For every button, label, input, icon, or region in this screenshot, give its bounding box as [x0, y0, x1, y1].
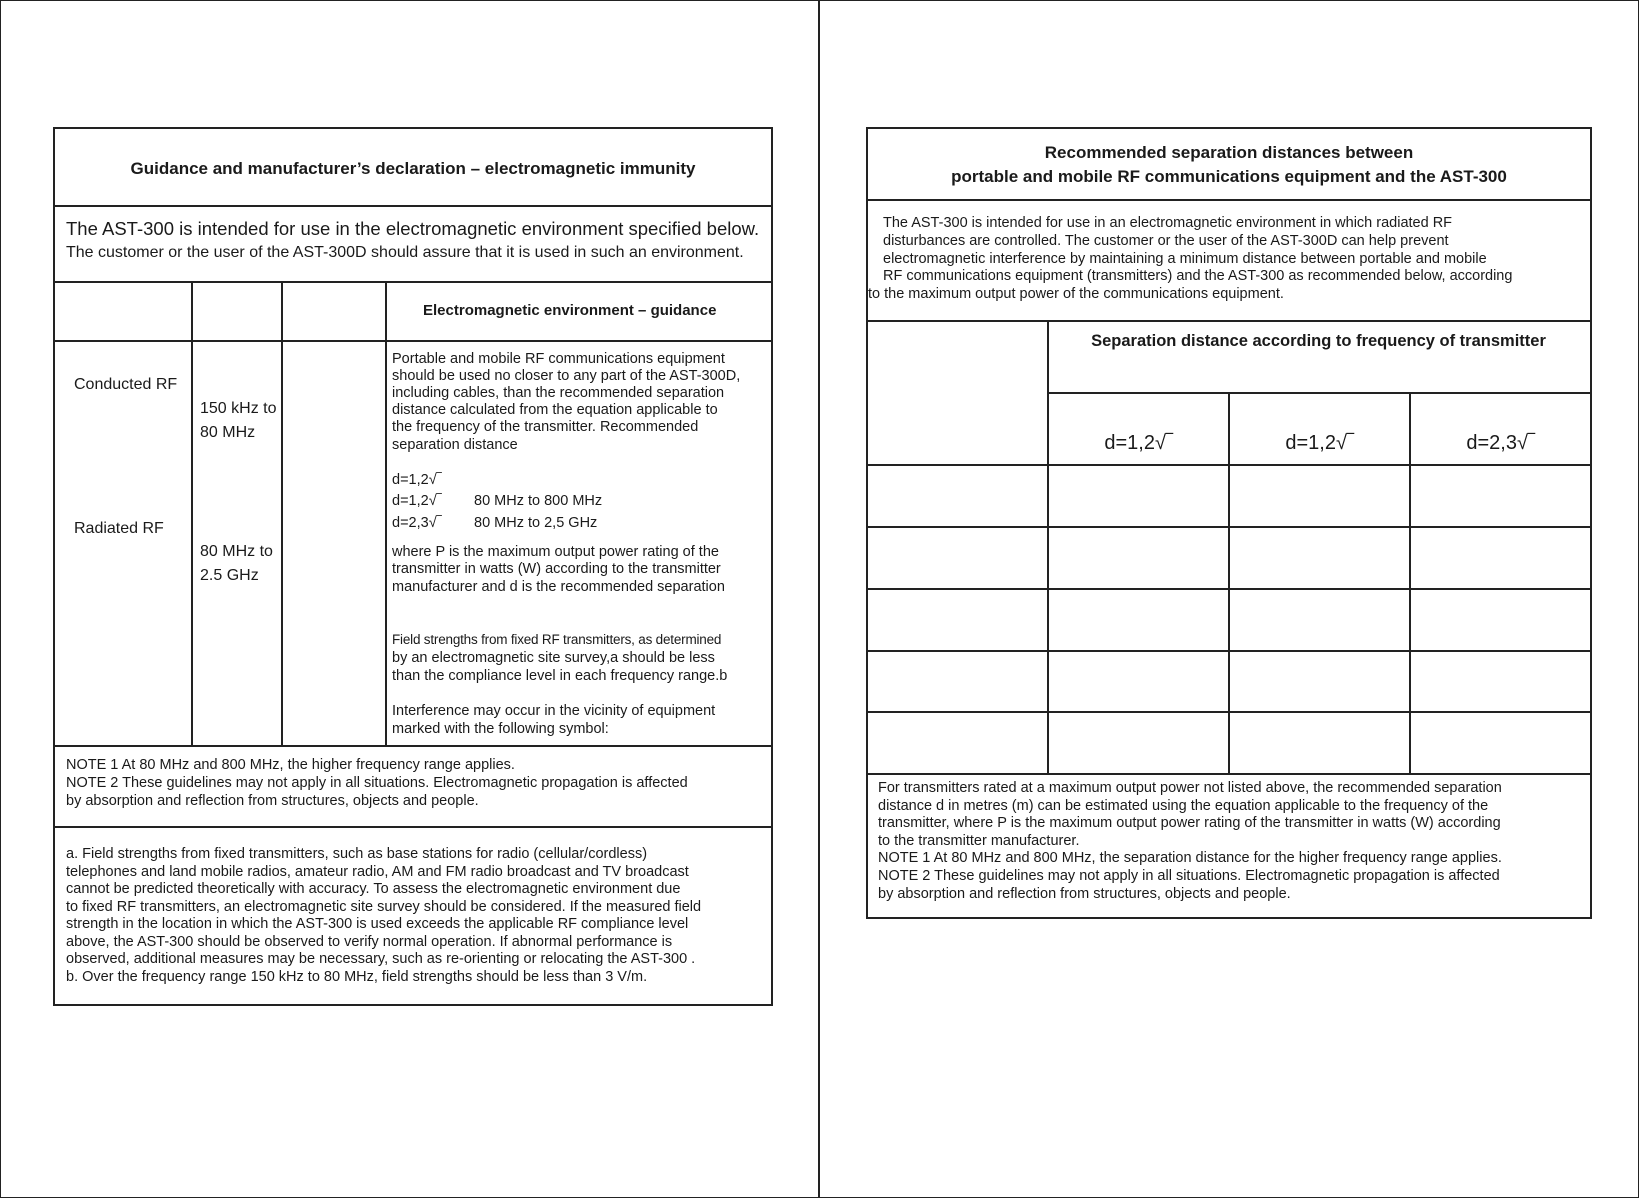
conducted-level-line-2: 80 MHz	[200, 424, 256, 441]
separation-note-line: transmitter, where P is the maximum output power rating of the transmitter in watts (W) according	[878, 815, 1501, 831]
separation-note-line: by absorption and reflection from structures, objects and people.	[878, 886, 1291, 902]
guidance-line: separation distance	[392, 437, 518, 453]
conducted-level-line-1: 150 kHz to	[200, 400, 277, 417]
footnote-line: a. Field strengths from fixed transmitters, such as base stations for radio (cellular/cordless)	[66, 846, 648, 862]
table-row-divider	[866, 711, 1592, 713]
footnote-line: above, the AST-300 should be observed to verify normal operation. If abnormal performance is	[66, 934, 673, 950]
formula-header: d=1,2√‾	[1285, 432, 1354, 454]
guidance-line: by an electromagnetic site survey,a should be less	[392, 650, 715, 666]
guidance-line: the frequency of the transmitter. Recommended	[392, 419, 699, 435]
separation-column-header: Separation distance according to frequency of transmitter	[1091, 332, 1546, 350]
formula-equation: d=1,2√‾	[392, 472, 442, 488]
separation-intro-line: to the maximum output power of the communications equipment.	[868, 286, 1284, 302]
immunity-table-title: Guidance and manufacturer’s declaration – electromagnetic immunity	[130, 159, 696, 178]
column-divider	[385, 281, 387, 745]
column-divider	[281, 281, 283, 745]
intro-line-2: The customer or the user of the AST-300D should assure that it is used in such an environment.	[66, 244, 744, 261]
column-divider	[191, 281, 193, 745]
note-line: by absorption and reflection from structures, objects and people.	[66, 793, 479, 809]
formula-range: 80 MHz to 2,5 GHz	[474, 515, 598, 531]
radiated-level-line-1: 80 MHz to	[200, 543, 273, 560]
page-fold-line	[818, 0, 820, 1198]
footnote-line: to fixed RF transmitters, an electromagnetic site survey should be considered. If the measured field	[66, 899, 702, 915]
separation-title-line-2: portable and mobile RF communications equipment and the AST-300	[951, 167, 1507, 186]
divider	[866, 464, 1592, 466]
separation-title-line-1: Recommended separation distances between	[1044, 143, 1414, 162]
divider	[53, 340, 773, 342]
separation-note-line: to the transmitter manufacturer.	[878, 833, 1080, 849]
divider	[866, 320, 1592, 322]
guidance-line: distance calculated from the equation applicable to	[392, 402, 718, 418]
guidance-line-small: Field strengths from fixed RF transmitters, as determined	[392, 632, 722, 647]
separation-intro-line: RF communications equipment (transmitters) and the AST-300 as recommended below, according	[883, 268, 1513, 284]
divider	[866, 199, 1592, 201]
formula-range: 80 MHz to 800 MHz	[474, 493, 603, 509]
footnote-line: telephones and land mobile radios, amateur radio, AM and FM radio broadcast and TV broadcast	[66, 864, 689, 880]
separation-intro-line: disturbances are controlled. The customer or the user of the AST-300D can help prevent	[883, 233, 1449, 249]
formula-header: d=1,2√‾	[1104, 432, 1173, 454]
separation-note-line: NOTE 1 At 80 MHz and 800 MHz, the separation distance for the higher frequency range applies.	[878, 850, 1502, 866]
test-name-conducted-rf: Conducted RF	[74, 376, 178, 393]
guidance-line: where P is the maximum output power rating of the	[392, 544, 719, 560]
guidance-line: should be used no closer to any part of the AST-300D,	[392, 368, 741, 384]
formula-equation: d=1,2√‾	[392, 493, 442, 509]
note-line: NOTE 1 At 80 MHz and 800 MHz, the higher frequency range applies.	[66, 757, 515, 773]
footnote-line: observed, additional measures may be necessary, such as re-orienting or relocating the AST-300 .	[66, 951, 696, 967]
column-header-guidance: Electromagnetic environment – guidance	[423, 302, 717, 319]
guidance-line: manufacturer and d is the recommended separation	[392, 579, 725, 595]
guidance-line: Portable and mobile RF communications equipment	[392, 351, 725, 367]
guidance-line: Interference may occur in the vicinity of equipment	[392, 703, 716, 719]
formula-header: d=2,3√‾	[1466, 432, 1535, 454]
separation-intro-line: The AST-300 is intended for use in an electromagnetic environment in which radiated RF	[883, 215, 1453, 231]
separation-note-line: distance d in metres (m) can be estimated using the equation applicable to the frequency of the	[878, 798, 1489, 814]
divider	[53, 281, 773, 283]
column-divider	[1047, 320, 1049, 774]
footnote-line: cannot be predicted theoretically with accuracy. To assess the electromagnetic environment due	[66, 881, 681, 897]
guidance-line: including cables, than the recommended separation	[392, 385, 725, 401]
formula-equation: d=2,3√‾	[392, 515, 442, 531]
guidance-line: transmitter in watts (W) according to the transmitter	[392, 561, 721, 577]
separation-intro-line: electromagnetic interference by maintaining a minimum distance between portable and mobile	[883, 251, 1487, 267]
note-line: NOTE 2 These guidelines may not apply in all situations. Electromagnetic propagation is affected	[66, 775, 688, 791]
footnote-line: b. Over the frequency range 150 kHz to 80 MHz, field strengths should be less than 3 V/m.	[66, 969, 648, 985]
footnote-line: strength in the location in which the AST-300 is used exceeds the applicable RF compliance level	[66, 916, 689, 932]
guidance-line: than the compliance level in each frequency range.b	[392, 668, 728, 684]
table-row-divider	[866, 588, 1592, 590]
divider	[53, 205, 773, 207]
divider	[53, 826, 773, 828]
divider	[866, 773, 1592, 775]
table-row-divider	[866, 650, 1592, 652]
guidance-line: marked with the following symbol:	[392, 721, 609, 737]
divider	[53, 745, 773, 747]
separation-note-line: For transmitters rated at a maximum output power not listed above, the recommended separation	[878, 780, 1502, 796]
intro-line-1: The AST-300 is intended for use in the electromagnetic environment specified below.	[66, 218, 760, 239]
separation-note-line: NOTE 2 These guidelines may not apply in all situations. Electromagnetic propagation is affected	[878, 868, 1500, 884]
table-row-divider	[866, 526, 1592, 528]
divider	[1047, 392, 1592, 394]
radiated-level-line-2: 2.5 GHz	[200, 567, 259, 584]
test-name-radiated-rf: Radiated RF	[74, 520, 164, 537]
